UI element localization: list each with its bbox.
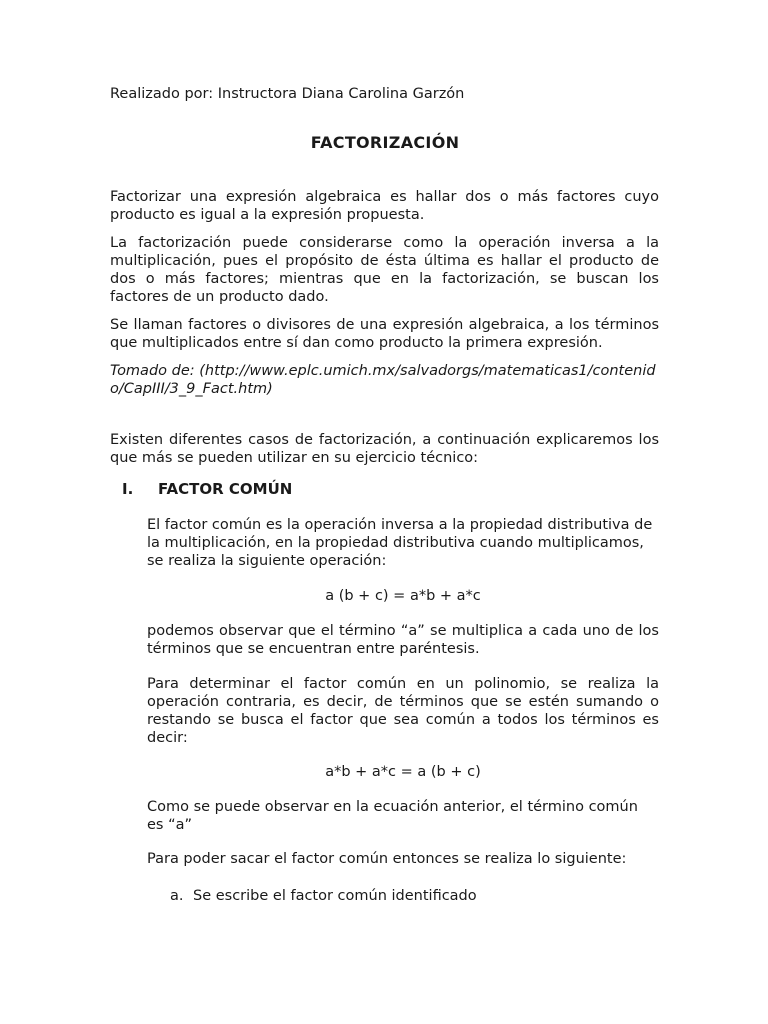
section-paragraph: podemos observar que el término “a” se multiplica a cada uno de los términos que se encuentran entre paréntesis. [147, 623, 659, 657]
section-paragraph: El factor común es la operación inversa a la propiedad distributiva de la multiplicación, en la propiedad distributiva cuando multiplicamos, se realiza la siguiente operación: [147, 517, 653, 569]
paragraph: Se llaman factores o divisores de una expresión algebraica, a los términos que multiplicados entre sí dan como producto la primera expresión. [110, 317, 659, 351]
section-title: FACTOR COMÚN [158, 480, 293, 498]
paragraph: La factorización puede considerarse como la operación inversa a la multiplicación, pues el propósito de ésta última es hallar el producto de dos o más factores; mientras que en la factorización, se buscan los factores de un producto dado. [110, 235, 659, 305]
section-paragraph: Como se puede observar en la ecuación anterior, el término común es “a” [147, 799, 638, 833]
list-marker: a. [170, 888, 184, 904]
equation: a (b + c) = a*b + a*c [325, 588, 481, 604]
equation: a*b + a*c = a (b + c) [325, 764, 481, 780]
source-citation: Tomado de: (http://www.eplc.umich.mx/salvadorgs/matematicas1/contenido/CapIII/3_9_Fact.htm) [110, 363, 656, 397]
section-paragraph: Para poder sacar el factor común entonces se realiza lo siguiente: [147, 851, 627, 867]
paragraph: Factorizar una expresión algebraica es hallar dos o más factores cuyo producto es igual a la expresión propuesta. [110, 189, 659, 223]
section-paragraph: Para determinar el factor común en un polinomio, se realiza la operación contraria, es decir, de términos que se estén sumando o restando se busca el factor que sea común a todos los términos es decir: [147, 676, 659, 746]
list-item: Se escribe el factor común identificado [193, 888, 477, 904]
document-title: FACTORIZACIÓN [310, 133, 460, 152]
author-line: Realizado por: Instructora Diana Carolina Garzón [110, 86, 465, 102]
section-number: I. [122, 480, 134, 498]
paragraph: Existen diferentes casos de factorización, a continuación explicaremos los que más se pueden utilizar en su ejercicio técnico: [110, 432, 659, 466]
